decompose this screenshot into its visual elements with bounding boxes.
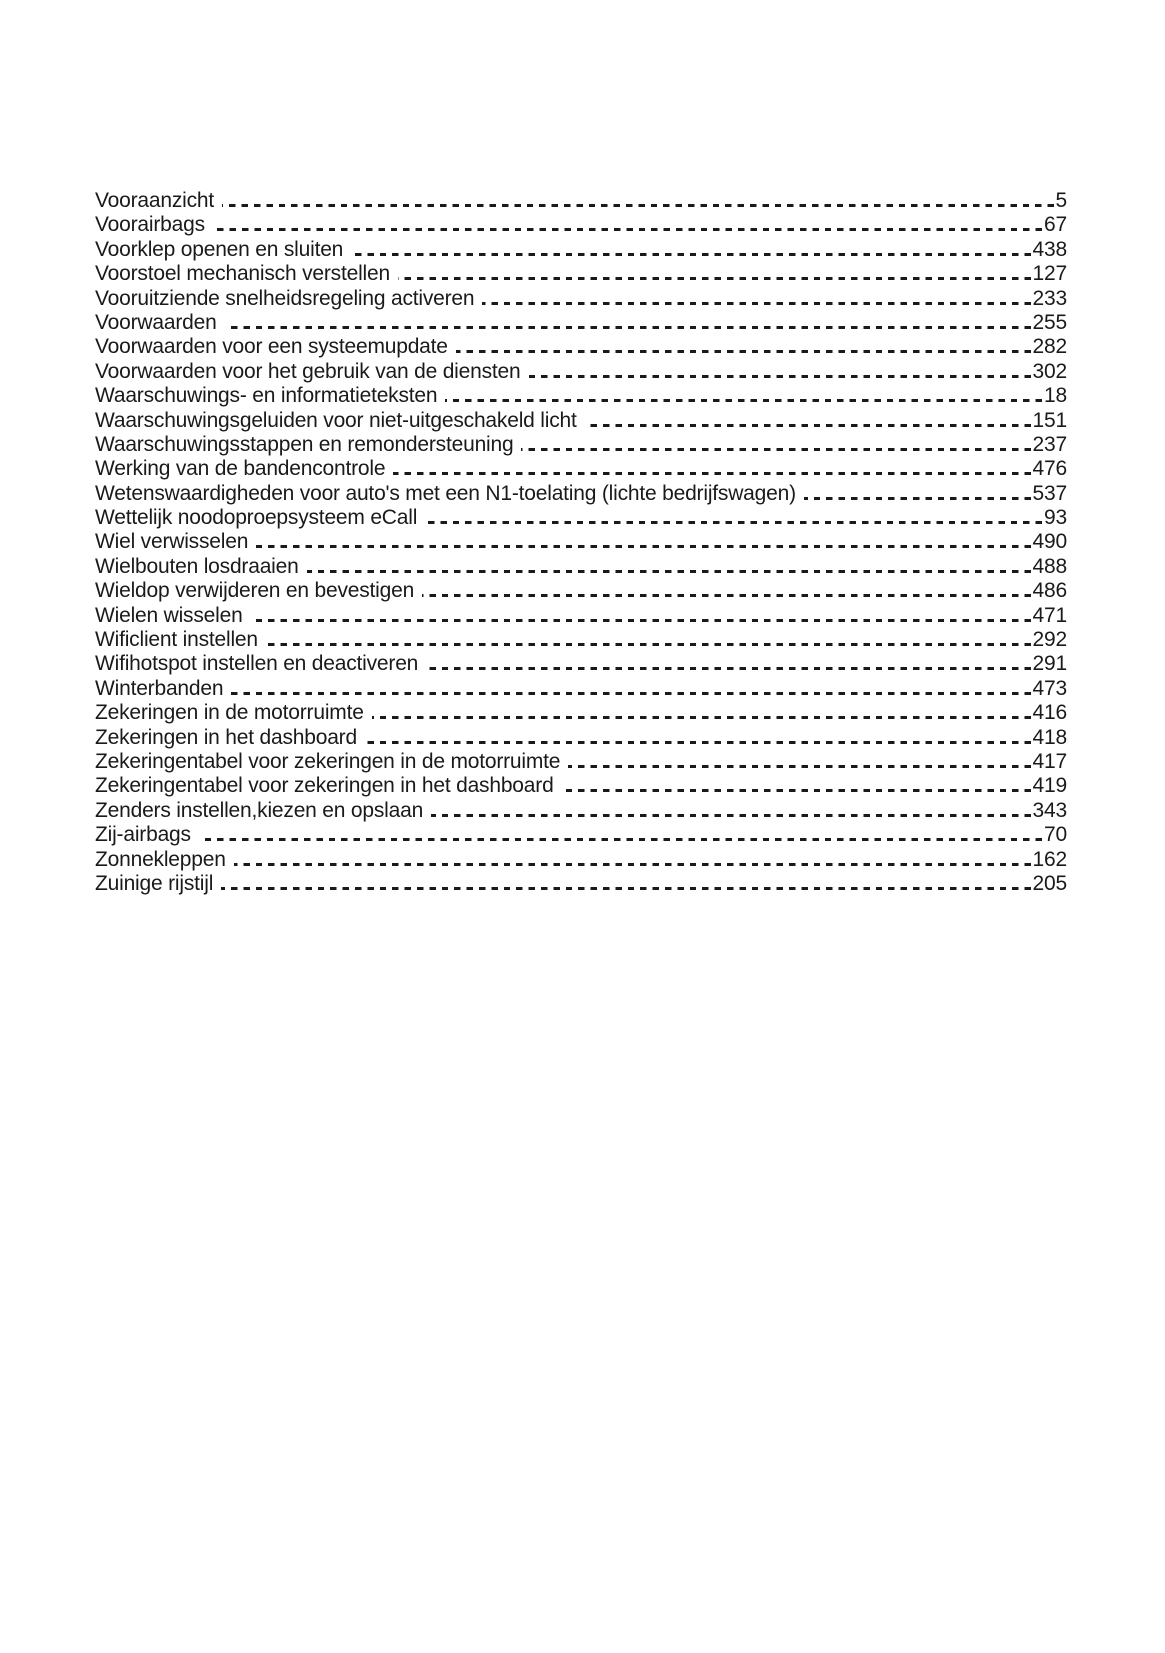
toc-entry-page-number: 237	[1032, 432, 1067, 456]
toc-entry	[95, 604, 1067, 628]
toc-entry-title: Wettelijk noodoproepsysteem eCall	[95, 506, 418, 530]
dotted-leader	[529, 375, 1031, 378]
toc-entry-page-number: 488	[1032, 554, 1067, 578]
toc-entry-title: Voorklep openen en sluiten	[95, 237, 344, 261]
toc-entry	[95, 652, 1067, 676]
dotted-leader	[222, 204, 1053, 207]
toc-entry-title: Voorwaarden voor het gebruik van de diensten	[95, 359, 521, 383]
toc-entry-page-number: 162	[1032, 847, 1067, 871]
toc-entry-page-number: 291	[1032, 652, 1067, 676]
toc-entry-page-number: 93	[1044, 506, 1067, 530]
toc-entry-page-number: 5	[1055, 189, 1067, 212]
toc-entry-title: Waarschuwings- en informatieteksten	[95, 384, 438, 408]
dotted-leader	[425, 521, 1042, 524]
table-of-contents	[95, 189, 1067, 896]
toc-entry	[95, 457, 1067, 481]
dotted-leader	[307, 570, 1031, 573]
toc-entry-title: Zenders instellen,kiezen en opslaan	[95, 798, 424, 822]
toc-entry-title: Voorstoel mechanisch verstellen	[95, 262, 390, 286]
toc-entry-title: Zij-airbags	[95, 823, 191, 847]
toc-entry-title: Wielen wisselen	[95, 603, 243, 627]
toc-entry	[95, 335, 1067, 359]
toc-entry-page-number: 418	[1032, 725, 1067, 749]
toc-entry-page-number: 205	[1032, 871, 1067, 895]
toc-entry-page-number: 67	[1044, 213, 1067, 237]
toc-entry-title: Vooraanzicht	[95, 189, 215, 212]
dotted-leader	[231, 692, 1030, 695]
dotted-leader	[456, 350, 1031, 353]
dotted-leader	[251, 619, 1031, 622]
dotted-leader	[266, 643, 1031, 646]
toc-entry	[95, 799, 1067, 823]
toc-entry-title: Vooruitziende snelheidsregeling activeren	[95, 286, 475, 310]
toc-entry	[95, 311, 1067, 335]
toc-entry-title: Winterbanden	[95, 676, 224, 700]
toc-entry-page-number: 292	[1032, 628, 1067, 652]
dotted-leader	[804, 497, 1031, 500]
toc-entry-page-number: 302	[1032, 359, 1067, 383]
toc-entry-title: Wielbouten losdraaien	[95, 554, 299, 578]
toc-entry-title: Wieldop verwijderen en bevestigen	[95, 579, 415, 603]
toc-entry	[95, 628, 1067, 652]
toc-entry-page-number: 471	[1032, 603, 1067, 627]
toc-entry	[95, 409, 1067, 433]
toc-entry	[95, 701, 1067, 725]
toc-entry	[95, 774, 1067, 798]
toc-entry	[95, 238, 1067, 262]
toc-entry-title: Wetenswaardigheden voor auto's met een N1-toelating (lichte bedrijfswagen)	[95, 481, 796, 505]
dotted-leader	[431, 814, 1031, 817]
toc-entry	[95, 823, 1067, 847]
toc-entry-title: Voorwaarden	[95, 310, 217, 334]
dotted-leader	[225, 326, 1031, 329]
toc-entry-title: Zekeringentabel voor zekeringen in de motorruimte	[95, 749, 561, 773]
toc-entry-page-number: 419	[1032, 774, 1067, 798]
toc-entry-page-number: 255	[1032, 310, 1067, 334]
toc-entry-title: Wifihotspot instellen en deactiveren	[95, 652, 419, 676]
toc-entry-page-number: 417	[1032, 749, 1067, 773]
toc-entry	[95, 189, 1067, 213]
dotted-leader	[398, 277, 1031, 280]
dotted-leader	[365, 741, 1031, 744]
toc-entry-title: Voorairbags	[95, 213, 205, 237]
toc-entry-page-number: 537	[1032, 481, 1067, 505]
dotted-leader	[221, 887, 1030, 890]
toc-entry-title: Zuinige rijstijl	[95, 871, 214, 895]
toc-entry-title: Voorwaarden voor een systeemupdate	[95, 335, 448, 359]
toc-entry	[95, 530, 1067, 554]
toc-entry-page-number: 18	[1044, 384, 1067, 408]
toc-entry	[95, 872, 1067, 896]
dotted-leader	[445, 399, 1042, 402]
toc-entry	[95, 384, 1067, 408]
toc-entry-title: Zekeringen in het dashboard	[95, 725, 357, 749]
dotted-leader	[585, 424, 1031, 427]
toc-entry-title: Waarschuwingsstappen en remondersteuning	[95, 432, 514, 456]
dotted-leader	[568, 765, 1030, 768]
toc-entry-page-number: 416	[1032, 701, 1067, 725]
toc-entry-title: Wificlient instellen	[95, 628, 258, 652]
toc-entry-page-number: 127	[1032, 262, 1067, 286]
toc-entry	[95, 433, 1067, 457]
toc-entry	[95, 726, 1067, 750]
dotted-leader	[372, 716, 1031, 719]
toc-entry-page-number: 151	[1032, 408, 1067, 432]
dotted-leader	[482, 302, 1030, 305]
toc-entry-title: Zonnekleppen	[95, 847, 226, 871]
dotted-leader	[213, 228, 1042, 231]
dotted-leader	[351, 253, 1030, 256]
toc-entry-page-number: 438	[1032, 237, 1067, 261]
toc-entry	[95, 262, 1067, 286]
toc-entry-title: Zekeringentabel voor zekeringen in het dashboard	[95, 774, 554, 798]
toc-entry-page-number: 70	[1044, 823, 1067, 847]
toc-entry	[95, 287, 1067, 311]
dotted-leader	[562, 789, 1031, 792]
toc-entry-page-number: 282	[1032, 335, 1067, 359]
toc-entry	[95, 482, 1067, 506]
toc-entry-title: Zekeringen in de motorruimte	[95, 701, 364, 725]
toc-entry	[95, 848, 1067, 872]
dotted-leader	[426, 667, 1030, 670]
toc-entry-page-number: 343	[1032, 798, 1067, 822]
dotted-leader	[256, 545, 1030, 548]
toc-entry-page-number: 473	[1032, 676, 1067, 700]
toc-entry-page-number: 486	[1032, 579, 1067, 603]
dotted-leader	[422, 594, 1030, 597]
toc-entry	[95, 213, 1067, 237]
dotted-leader	[393, 472, 1030, 475]
toc-entry	[95, 506, 1067, 530]
toc-entry	[95, 750, 1067, 774]
toc-entry-page-number: 490	[1032, 530, 1067, 554]
toc-entry-title: Wiel verwisselen	[95, 530, 249, 554]
toc-entry	[95, 555, 1067, 579]
toc-entry-title: Werking van de bandencontrole	[95, 457, 386, 481]
toc-entry	[95, 579, 1067, 603]
toc-entry-page-number: 233	[1032, 286, 1067, 310]
toc-entry	[95, 677, 1067, 701]
dotted-leader	[234, 863, 1031, 866]
toc-entry-page-number: 476	[1032, 457, 1067, 481]
dotted-leader	[521, 448, 1030, 451]
toc-entry-title: Waarschuwingsgeluiden voor niet-uitgeschakeld licht	[95, 408, 577, 432]
dotted-leader	[199, 838, 1042, 841]
toc-entry	[95, 360, 1067, 384]
